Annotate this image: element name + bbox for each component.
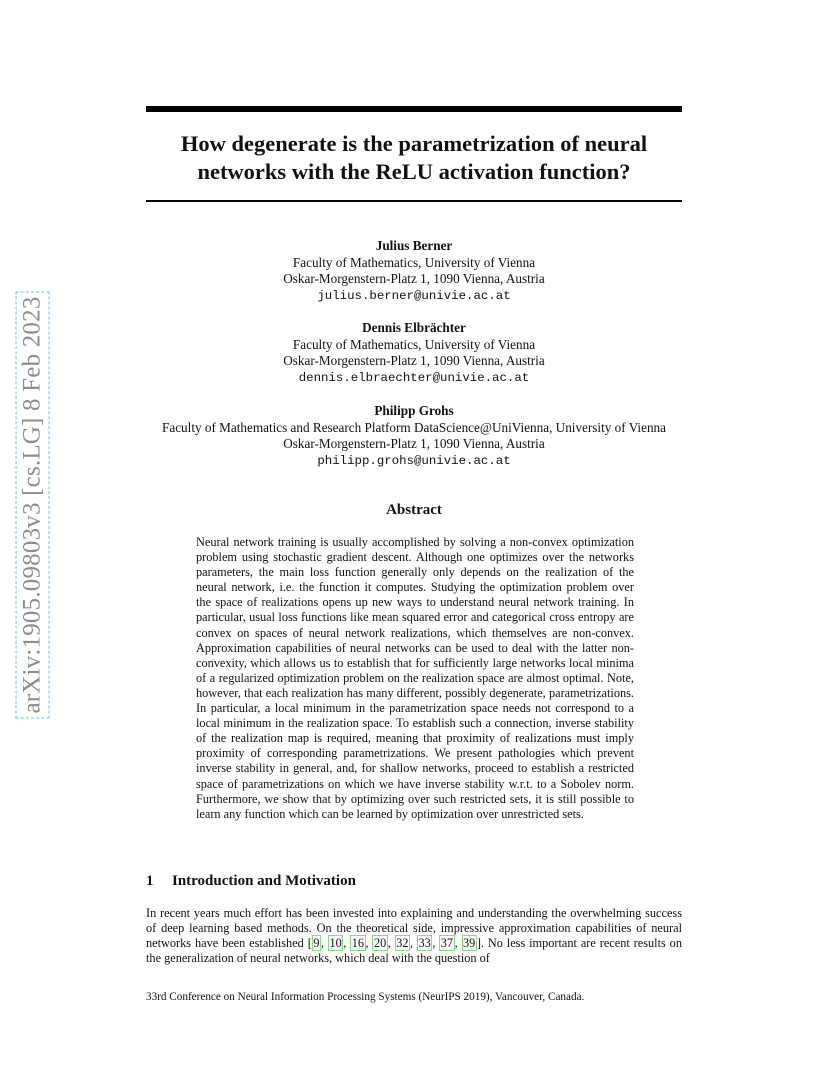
citation-separator: , bbox=[454, 936, 462, 951]
author-address: Oskar-Morgenstern-Platz 1, 1090 Vienna, Austria bbox=[283, 436, 545, 451]
author-email[interactable]: philipp.grohs@univie.ac.at bbox=[317, 453, 511, 468]
intro-paragraph bbox=[146, 906, 682, 966]
author-email[interactable]: dennis.elbraechter@univie.ac.at bbox=[298, 370, 530, 385]
author-address: Oskar-Morgenstern-Platz 1, 1090 Vienna, Austria bbox=[283, 271, 545, 286]
author-block bbox=[110, 238, 718, 304]
author-name: Philipp Grohs bbox=[374, 403, 454, 418]
author-block bbox=[60, 403, 768, 469]
citation-link[interactable]: 16 bbox=[351, 936, 364, 951]
citation-separator: , bbox=[365, 936, 373, 951]
citation-link[interactable]: 20 bbox=[373, 936, 387, 951]
citation-link[interactable]: 32 bbox=[396, 936, 409, 951]
conference-footnote: 33rd Conference on Neural Information Processing Systems (NeurIPS 2019), Vancouver, Canada. bbox=[146, 991, 585, 1003]
arxiv-stamp[interactable] bbox=[13, 270, 53, 740]
citation-separator: , bbox=[410, 936, 417, 951]
author-affiliation: Faculty of Mathematics and Research Platform DataScience@UniVienna, University of Vienna bbox=[162, 419, 666, 435]
citation-link[interactable]: 37 bbox=[440, 936, 454, 951]
citation-list bbox=[312, 935, 477, 951]
citation-separator: , bbox=[343, 936, 351, 951]
author-name: Julius Berner bbox=[375, 238, 453, 253]
intro-text-continued: ]. No less important are recent results on the generalization of neural networks, which deal with the question of bbox=[146, 936, 682, 966]
citation-separator: , bbox=[320, 936, 328, 951]
abstract-heading: Abstract bbox=[386, 502, 442, 518]
author-affiliation: Faculty of Mathematics, University of Vienna bbox=[292, 254, 536, 270]
title-rule-top bbox=[146, 106, 682, 112]
arxiv-id[interactable]: arXiv:1905.09803v3 [cs.LG] 8 Feb 2023 bbox=[16, 291, 50, 718]
section-heading bbox=[146, 873, 682, 890]
title-rule-bottom bbox=[146, 200, 682, 202]
author-address: Oskar-Morgenstern-Platz 1, 1090 Vienna, Austria bbox=[283, 353, 545, 368]
paper-title: How degenerate is the parametrization of neural networks with the ReLU activation function? bbox=[180, 131, 648, 184]
author-block bbox=[110, 320, 718, 386]
section-number: 1 bbox=[146, 873, 154, 889]
citation-link[interactable]: 10 bbox=[329, 936, 342, 951]
abstract-text: Neural network training is usually accomplished by solving a non-convex optimization problem using stochastic gradient descent. Although one optimizes over the networks parameters, the main loss function generally only depends on the realization of the neural network, i.e. the function it computes. Studying the optimization problem over the space of realizations opens up new ways to understand neural network training. In particular, usual loss functions like mean squared error and categorical cross entropy are convex on spaces of neural network realizations, which themselves are non-convex. Approximation capabilities of neural networks can be used to deal with the latter non-convexity, which allows us to establish that for sufficiently large networks local minima of a regularized optimization problem on the realization space are almost optimal. Note, however, that each realization has many different, possibly degenerate, parametrizations. In particular, a local minimum in the parametrization space needs not correspond to a local minimum in the realization space. To establish such a connection, inverse stability of the realization map is required, meaning that proximity of realizations must imply proximity of corresponding parametrizations. We present pathologies which prevent inverse stability in general, and, for shallow networks, proceed to establish a restricted space of parametrizations on which we have inverse stability w.r.t. to a Sobolev norm. Furthermore, we show that by optimizing over such restricted sets, it is still possible to learn any function which can be learned by optimization over unrestricted sets. bbox=[196, 535, 634, 821]
author-affiliation: Faculty of Mathematics, University of Vienna bbox=[292, 336, 536, 352]
author-email[interactable]: julius.berner@univie.ac.at bbox=[317, 288, 511, 303]
citation-link[interactable]: 33 bbox=[418, 936, 431, 951]
citation-separator: , bbox=[432, 936, 440, 951]
author-name: Dennis Elbrächter bbox=[362, 320, 466, 335]
section-title: Introduction and Motivation bbox=[172, 873, 356, 889]
citation-separator: , bbox=[387, 936, 395, 951]
citation-link[interactable]: 39 bbox=[463, 936, 476, 951]
citation-link[interactable]: 9 bbox=[313, 936, 320, 951]
intro-text: In recent years much effort has been invested into explaining and understanding the overwhelming success of deep learning based methods. On the theoretical side, impressive approximation capabilities of neural networks have been established [ bbox=[146, 906, 682, 951]
